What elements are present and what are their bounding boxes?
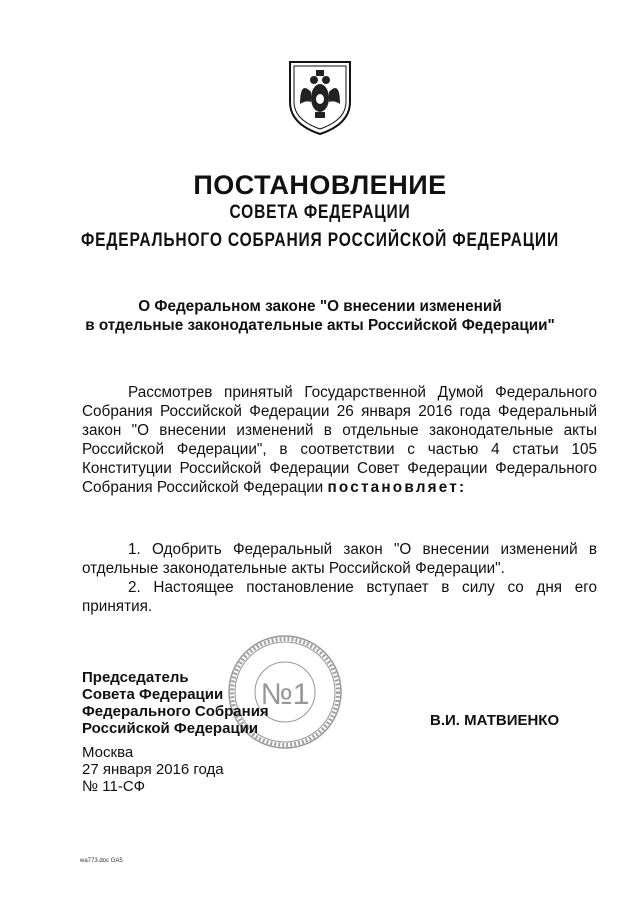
signatory-position-line: Российской Федерации [82, 720, 259, 737]
preamble-paragraph [82, 383, 597, 497]
signatory-position-line: Федерального Собрания [82, 703, 269, 720]
resolution-items [82, 540, 597, 616]
document-title: ПОСТАНОВЛЕНИЕ [193, 170, 447, 200]
signatory-position [82, 669, 269, 737]
file-code: wa773.doc GA5 [80, 858, 123, 864]
document-number: № 11-СФ [82, 778, 146, 795]
document-date: 27 января 2016 года [82, 761, 224, 778]
city: Москва [82, 744, 134, 761]
signatory-name: В.И. МАТВИЕНКО [430, 712, 560, 729]
preamble-text: Рассмотрев принятый Государственной Думой Федерального Собрания Российской Федерации 26 января 2016 года Федеральный закон "О внесении изменений в отдельные законодательные акты Российской Федерации", в соответствии с частью 4 статьи 105 Конституции Российской Федерации Совет Федерации Федерального Собрания Российской Федерации [82, 384, 597, 496]
subject-line-2: в отдельные законодательные акты Российской Федерации" [85, 317, 555, 334]
signatory-position-line: Председатель [82, 669, 189, 686]
resolution-item-1: 1. Одобрить Федеральный закон "О внесении изменений в отдельные законодательные акты Российской Федерации". [82, 541, 597, 577]
seal-number: №1 [260, 678, 310, 711]
place-date-number [82, 744, 224, 795]
issuer-line-2: ФЕДЕРАЛЬНОГО СОБРАНИЯ РОССИЙСКОЙ ФЕДЕРАЦИИ [81, 230, 559, 251]
resolves-word: постановляет: [327, 479, 467, 496]
coat-of-arms-emblem [286, 58, 354, 136]
issuer-line-1: СОВЕТА ФЕДЕРАЦИИ [229, 202, 411, 223]
signatory-position-line: Совета Федерации [82, 686, 224, 703]
document-subject [70, 297, 570, 335]
resolution-item-2: 2. Настоящее постановление вступает в силу со дня его принятия. [82, 579, 597, 615]
subject-line-1: О Федеральном законе "О внесении изменений [138, 298, 502, 315]
